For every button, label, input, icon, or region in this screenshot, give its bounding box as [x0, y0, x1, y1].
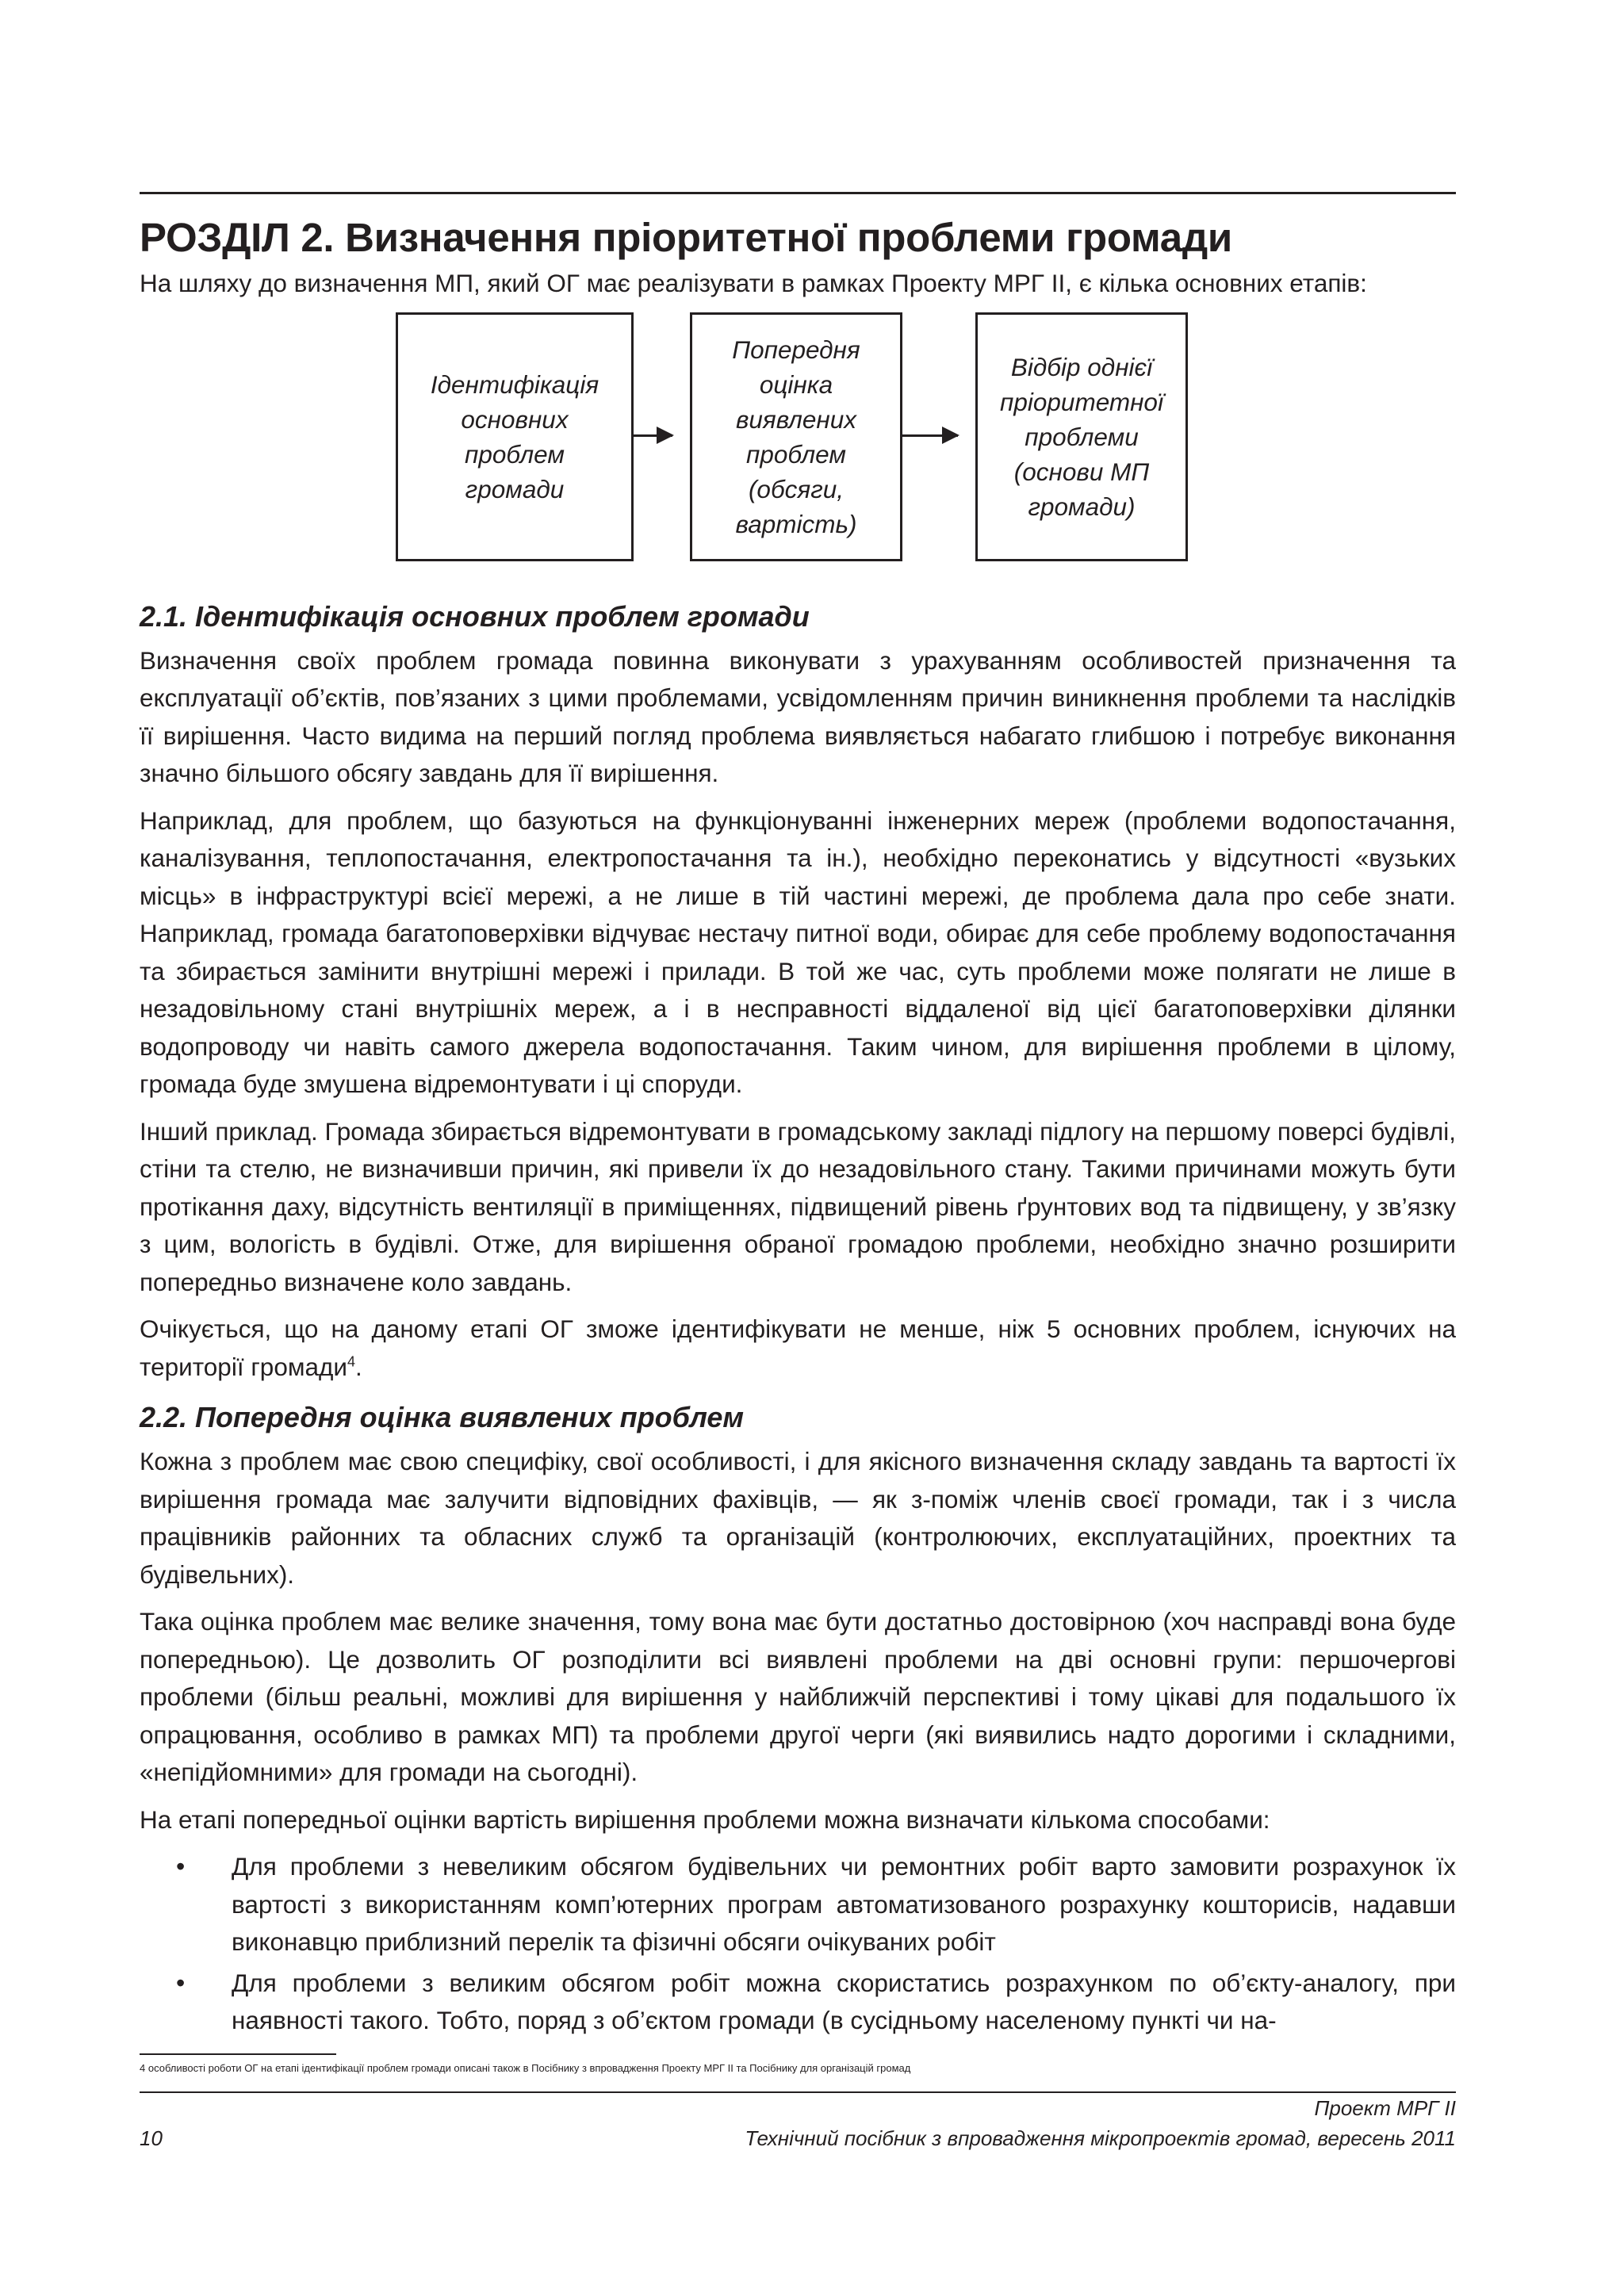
bullet-icon: • [176, 1852, 186, 1881]
footnote-ref[interactable]: 4 [347, 1353, 356, 1369]
footnote-divider [140, 2053, 336, 2055]
chapter-intro: На шляху до визначення МП, який ОГ має реалізувати в рамках Проекту МРГ ІІ, є кілька основних етапів: [140, 269, 1367, 297]
footer [745, 2093, 1456, 2153]
section-2-1-paragraph: Наприклад, для проблем, що базуються на функціонуванні інженерних мереж (проблеми водопостачання, каналізування, теплопостачання, електропостачання та ін.), необхідно переконатись у відсутності «вузьких місць» в інфраструктурі всієї мережі, а не лише в тій частині мережі, де проблема дала про себе знати. Наприклад, громада багатоповерхівки відчуває нестачу питної води, обирає для себе проблему водопостачання та збирається замінити внутрішні мережі і прилади. В той же час, суть проблеми може полягати не лише в незадовільному стані внутрішніх мереж, а і в несправності віддаленої від цієї багатоповерхівки ділянки водопроводу чи навіть самого джерела водопостачання. Таким чином, для вирішення проблеми в цілому, громада буде змушена відремонтувати і ці споруди. [140, 806, 1456, 1098]
bullet-icon: • [176, 1968, 186, 1997]
section-2-1-heading: 2.1. Ідентифікація основних проблем громади [140, 599, 810, 633]
chapter-title: РОЗДІЛ 2. Визначення пріоритетної проблеми громади [140, 215, 1232, 260]
diagram-box-selection [975, 312, 1188, 561]
section-2-2-paragraph: На етапі попередньої оцінки вартість вирішення проблеми можна визначати кількома способами: [140, 1804, 1270, 1834]
footer-project: Проект МРГ ІІ [1314, 2096, 1456, 2120]
bullet-list [140, 1848, 1456, 2040]
arrow-right-icon [902, 434, 958, 437]
diagram-box-label: Попередня оцінка виявлених проблем (обсяги, вартість) [732, 335, 860, 538]
paragraph-text: Очікується, що на даному етапі ОГ зможе ідентифікувати не менше, ніж 5 основних проблем, існуючих на території громади [140, 1314, 1456, 1381]
diagram-box-identification [396, 312, 634, 561]
diagram-box-label: Відбір однієї пріоритетної проблеми (основи МП громади) [1000, 352, 1163, 521]
diagram-box-label: Ідентифікація основних проблем громади [430, 369, 599, 503]
diagram-box-assessment [690, 312, 902, 561]
section-2-2-heading: 2.2. Попередня оцінка виявлених проблем [140, 1401, 745, 1433]
footer-publication: Технічний посібник з впровадження мікропроектів громад, вересень 2011 [745, 2126, 1456, 2150]
section-2-2-paragraph: Кожна з проблем має свою специфіку, свої особливості, і для якісного визначення складу завдань та вартості їх вирішення громада має залучити відповідних фахівців, — як з-поміж членів своєї громади, так і з числа працівників районних та обласних служб та організацій (контролюючих, експлуатаційних, проектних та будівельних). [140, 1447, 1456, 1589]
section-2-2-paragraph: Така оцінка проблем має велике значення, тому вона має бути достатньо достовірною (хоч насправді вона буде попередньою). Це дозволить ОГ розподілити всі виявлені проблеми на дві основні групи: першочергові проблеми (більш реальні, можливі для вирішення у найближчій перспективі і тому цікаві для подальшого їх опрацювання, особливо в рамках МП) та проблеми другої черги (які виявились надто дорогими і складними, «непідйомними» для громади на сьогодні). [140, 1607, 1456, 1786]
list-item [140, 1848, 1456, 1961]
list-item-text: Для проблеми з невеликим обсягом будівельних чи ремонтних робіт варто замовити розрахунок їх вартості з використанням комп’ютерних програм автоматизованого розрахунку кошторисів, надавши виконавцю приблизний перелік та фізичні обсяги очікуваних робіт [232, 1852, 1456, 1956]
arrow-right-icon [634, 434, 672, 437]
list-item-text: Для проблеми з великим обсягом робіт можна скористатись розрахунком по об’єкту-аналогу, при наявності такого. Тобто, поряд з об’єктом громади (в сусідньому населеному пункті чи на- [232, 1968, 1456, 2034]
section-2-1-paragraph: Визначення своїх проблем громада повинна виконувати з урахуванням особливостей призначення та експлуатації об’єктів, пов’язаних з цими проблемами, усвідомленням причин виникнення проблеми та наслідків її вирішення. Часто видима на перший погляд проблема виявляється набагато глибшою і потребує виконання значно більшого обсягу завдань для її вирішення. [140, 645, 1456, 787]
paragraph-end: . [355, 1352, 362, 1381]
page-number: 10 [140, 2126, 163, 2150]
top-rule [140, 192, 1456, 194]
process-diagram [140, 312, 1456, 579]
list-item [140, 1965, 1456, 2040]
page-content [140, 214, 1456, 2043]
section-2-1-paragraph: Інший приклад. Громада збирається відремонтувати в громадському закладі підлогу на першому поверсі будівлі, стіни та стелю, не визначивши причин, які привели їх до незадовільного стану. Такими причинами можуть бути протікання даху, відсутність вентиляції в приміщеннях, підвищений рівень ґрунтових вод та підвищену, у зв’язку з цим, вологість в будівлі. Отже, для вирішення обраної громадою проблеми, необхідно значно розширити попередньо визначене коло завдань. [140, 1116, 1456, 1296]
footnote: 4 особливості роботи ОГ на етапі ідентифікації проблем громади описані також в Посібнику з впровадження Проекту МРГ ІІ та Посібнику для організацій громад [140, 2062, 911, 2074]
section-2-1-paragraph [140, 1311, 1456, 1386]
